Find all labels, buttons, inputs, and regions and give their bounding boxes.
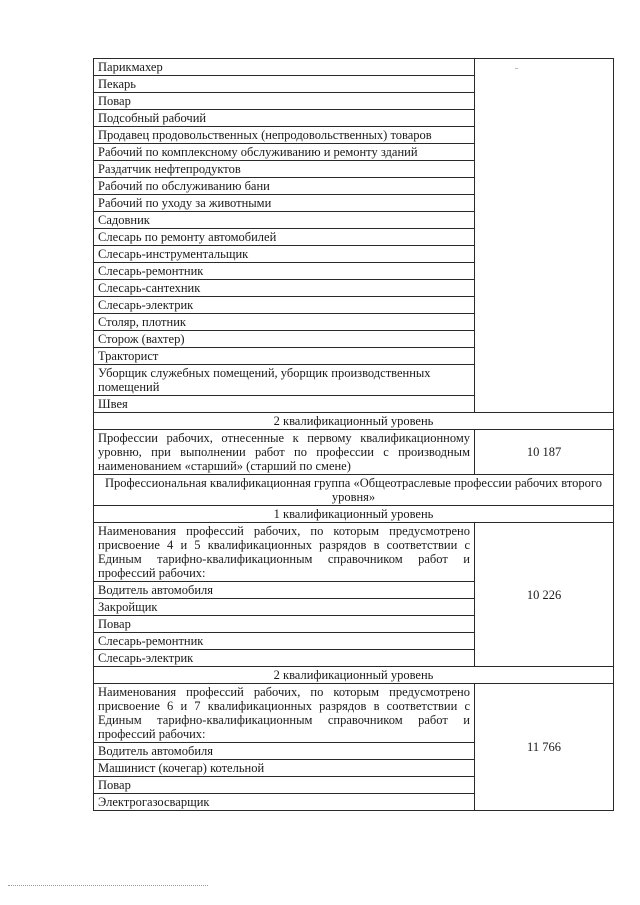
occupation-cell: Слесарь-электрик — [94, 297, 475, 314]
occupation-cell: Электрогазосварщик — [94, 794, 475, 811]
level-intro-cell: Наименования профессий рабочих, по которым предусмотрено присвоение 4 и 5 квалификационных разрядов в соответствии с Единым тарифно-квалификационным справочником работ и профессий рабочих: — [94, 523, 475, 582]
occupation-cell: Слесарь-инструментальщик — [94, 246, 475, 263]
level-header-row — [94, 413, 614, 430]
occupation-cell: Садовник — [94, 212, 475, 229]
occupation-cell: Тракторист — [94, 348, 475, 365]
occupation-cell: Слесарь-ремонтник — [94, 633, 475, 650]
level-intro-cell: Наименования профессий рабочих, по которым предусмотрено присвоение 6 и 7 квалификационных разрядов в соответствии с Единым тарифно-квалификационным справочником работ и профессий рабочих: — [94, 684, 475, 743]
qualification-level-title: 2 квалификационный уровень — [94, 413, 614, 430]
group-header-row — [94, 475, 614, 506]
occupation-cell: Парикмахер — [94, 59, 475, 76]
occupation-cell: Повар — [94, 616, 475, 633]
occupation-cell: Слесарь-ремонтник — [94, 263, 475, 280]
level-description-cell: Профессии рабочих, отнесенные к первому квалификационному уровню, при выполнении работ по профессии с производным наименованием «старший» (старший по смене) — [94, 430, 475, 475]
occupation-cell: Подсобный рабочий — [94, 110, 475, 127]
salary-value-cell: 10 187 — [475, 430, 614, 475]
qualification-level-title: 1 квалификационный уровень — [94, 506, 614, 523]
scan-mark — [515, 68, 518, 69]
occupation-cell: Рабочий по уходу за животными — [94, 195, 475, 212]
footnote-rule — [8, 885, 208, 886]
salary-table — [93, 58, 614, 811]
level-header-row — [94, 667, 614, 684]
occupation-cell: Столяр, плотник — [94, 314, 475, 331]
occupation-cell: Рабочий по обслуживанию бани — [94, 178, 475, 195]
occupation-cell: Продавец продовольственных (непродовольственных) товаров — [94, 127, 475, 144]
table-row — [94, 684, 614, 743]
occupation-cell: Слесарь по ремонту автомобилей — [94, 229, 475, 246]
value-cell-empty — [475, 59, 614, 413]
table-row — [94, 430, 614, 475]
occupation-cell: Водитель автомобиля — [94, 582, 475, 599]
occupation-cell: Закройщик — [94, 599, 475, 616]
salary-table-body — [94, 59, 614, 811]
occupation-cell: Уборщик служебных помещений, уборщик производственных помещений — [94, 365, 475, 396]
occupation-cell: Повар — [94, 93, 475, 110]
professional-group-title: Профессиональная квалификационная группа «Общеотраслевые профессии рабочих второго уровня» — [94, 475, 614, 506]
occupation-cell: Слесарь-электрик — [94, 650, 475, 667]
salary-value-cell: 10 226 — [475, 523, 614, 667]
occupation-cell: Водитель автомобиля — [94, 743, 475, 760]
salary-value-cell: 11 766 — [475, 684, 614, 811]
table-row — [94, 523, 614, 582]
table-row — [94, 59, 614, 76]
occupation-cell: Повар — [94, 777, 475, 794]
occupation-cell: Сторож (вахтер) — [94, 331, 475, 348]
level-header-row — [94, 506, 614, 523]
occupation-cell: Рабочий по комплексному обслуживанию и ремонту зданий — [94, 144, 475, 161]
occupation-cell: Машинист (кочегар) котельной — [94, 760, 475, 777]
occupation-cell: Швея — [94, 396, 475, 413]
occupation-cell: Слесарь-сантехник — [94, 280, 475, 297]
qualification-level-title: 2 квалификационный уровень — [94, 667, 614, 684]
occupation-cell: Раздатчик нефтепродуктов — [94, 161, 475, 178]
occupation-cell: Пекарь — [94, 76, 475, 93]
